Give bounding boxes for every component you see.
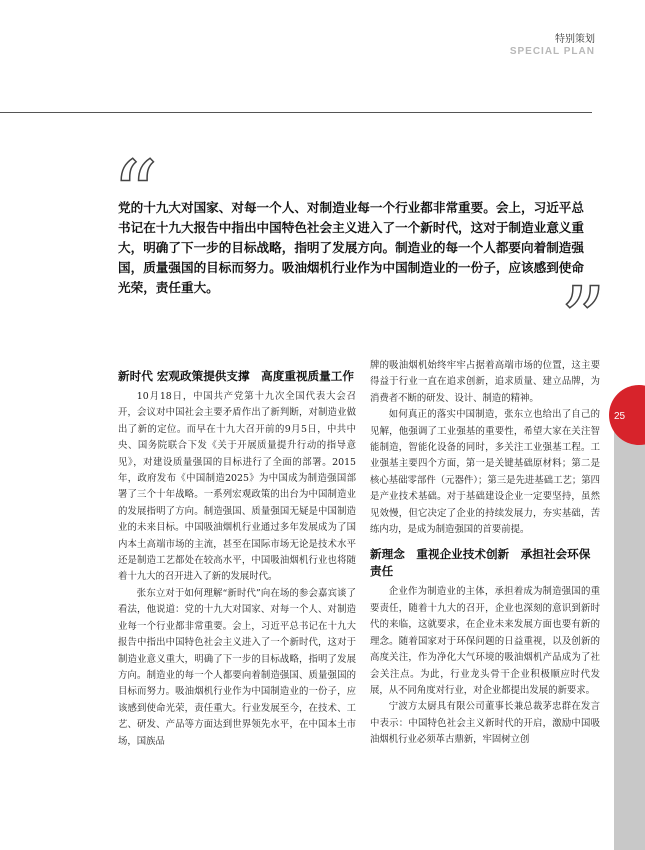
pull-quote bbox=[118, 198, 596, 298]
paragraph: 如何真正的落实中国制造，张东立也给出了自己的见解，他强调了工业强基的重要性，希望大家在关注智能制造，智能化设备的同时，多关注工业强基工程。工业强基主要四个方面，第一是关键基础原材料；第二是核心基础零部件（元器件）；第三是先进基础工艺；第四是产业技术基础。对于基础建设企业一定要坚持，虽然见效慢，但它决定了企业的持续发展力，夯实基础，苦练内功，是成为制造强国的首要前提。 bbox=[370, 409, 600, 536]
close-quote-icon: ” bbox=[560, 276, 607, 336]
open-quote-icon: “ bbox=[112, 150, 159, 210]
header-divider bbox=[0, 112, 592, 113]
paragraph: 牌的吸油烟机始终牢牢占据着高端市场的位置，这主要得益于行业一直在追求创新，追求质量、建立品牌，为消费者不断的研发、设计、制造的精神。 bbox=[370, 360, 600, 404]
paragraph: 宁波方太厨具有限公司董事长兼总裁茅忠群在发言中表示：中国特色社会主义新时代的开启，激励中国吸油烟机行业必须革古鼎新，牢固树立创 bbox=[370, 701, 600, 746]
section-label: 特别策划 bbox=[555, 34, 595, 45]
paragraph: 企业作为制造业的主体，承担着成为制造强国的重要责任，随着十九大的召开，企业也深刻的意识到新时代的来临，这就要求，在企业未来发展方面也要有新的理念。随着国家对于环保问题的日益重视，以及创新的高度关注，作为净化大气环境的吸油烟机产品成为了社会关注点。为此，行业龙头骨干企业积极顺应时代发展，从不同角度对行业，对企业都提出发展的新要求。 bbox=[370, 586, 600, 696]
paragraph: 张东立对于如何理解“新时代”向在场的参会嘉宾谈了看法，他说道：党的十九大对国家、对每一个人、对制造业每一个行业都非常重要。会上，习近平总书记在十九大报告中指出中国特色社会主义进入了一个新时代，这对于制造业意义重大，明确了下一步的目标战略，指明了发展方向。制造业的每一个人都要向着制造强国、质量强国的目标而努力。吸油烟机行业作为中国制造业的一份子，应该感到使命光荣，责任重大。行业发展至今，在技术、工艺、研发、产品等方面达到世界领先水平，在中国本土市场，国族品 bbox=[118, 587, 356, 747]
section-heading: 新理念 重视企业技术创新 承担社会环保责任 bbox=[370, 547, 591, 579]
page-number: 25 bbox=[614, 411, 626, 422]
section-heading: 新时代 宏观政策提供支撑 高度重视质量工作 bbox=[118, 369, 354, 383]
article-column-right bbox=[370, 358, 600, 749]
paragraph: 10月18日，中国共产党第十九次全国代表大会召开，会议对中国社会主要矛盾作出了新判断，对制造业做出了新的定位。而早在十九大召开前的9月5日，中共中央、国务院联合下发《关于开展质量提升行动的指导意见》，对建设质量强国的目标进行了全面的部署。2015年，政府发布《中国制造2025》为中国成为制造强国部署了三个十年战略。一系列宏观政策的出台为中国制造业的发展指明了方向。制造强国、质量强国无疑是中国制造业的未来目标。中国吸油烟机行业通过多年发展成为了国内本土高端市场的主流，甚至在国际市场无论是技术水平还是制造工艺都处在较高水平，中国吸油烟机行业也将随着十九大的召开进入了新的发展时代。 bbox=[118, 391, 356, 583]
section-label-en: SPECIAL PLAN bbox=[509, 46, 595, 57]
side-bar bbox=[614, 400, 645, 850]
article-column-left bbox=[118, 368, 356, 750]
pull-quote-text: 党的十九大对国家、对每一个人、对制造业每一个行业都非常重要。会上，习近平总书记在十九大报告中指出中国特色社会主义进入了一个新时代，这对于制造业意义重大，明确了下一步的目标战略，指明了发展方向。制造业的每一个人都要向着制造强国，质量强国的目标而努力。吸油烟机行业作为中国制造业的一份子，应该感到使命光荣，责任重大。 bbox=[118, 200, 584, 295]
